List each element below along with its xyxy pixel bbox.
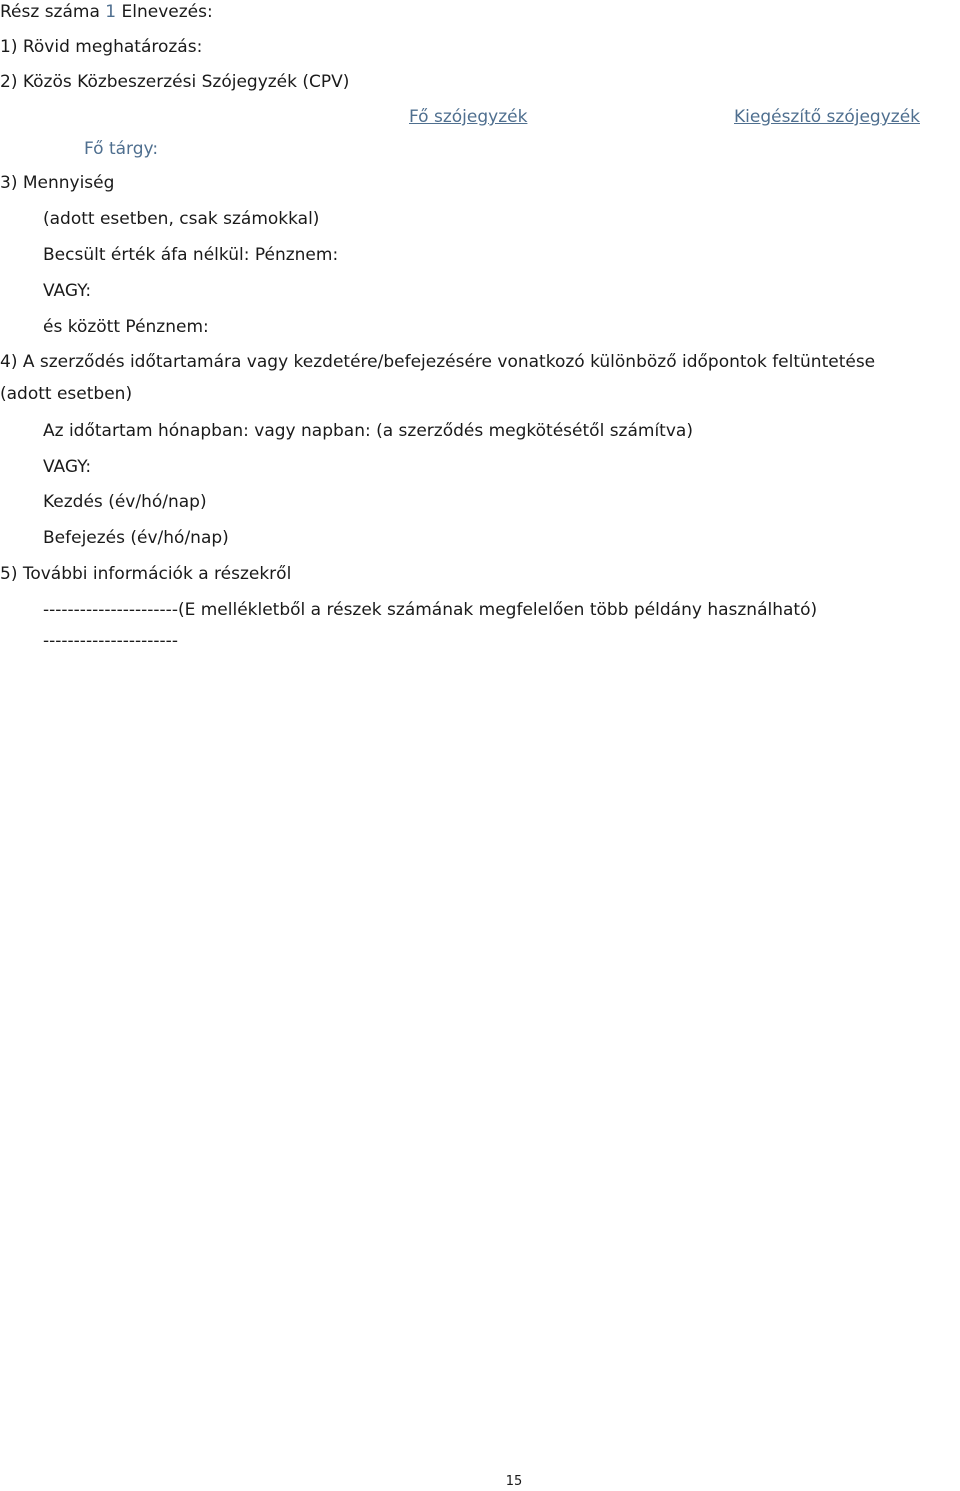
quantity-or-label: VAGY: <box>43 281 92 301</box>
duration-heading-line1: 4) A szerződés időtartamára vagy kezdetére/befejezésére vonatkozó különböző időpontok feltüntetése <box>0 352 876 372</box>
estimated-value-label: Becsült érték áfa nélkül: Pénznem: <box>43 245 339 265</box>
part-name-label: Elnevezés: <box>121 2 213 22</box>
copies-note-line: ----------------------(E mellékletből a részek számának megfelelően több példány használható) <box>43 600 818 620</box>
cpv-heading: 2) Közös Közbeszerzési Szójegyzék (CPV) <box>0 72 350 92</box>
duration-months-days-label: Az időtartam hónapban: vagy napban: (a szerződés megkötésétől számítva) <box>43 421 693 441</box>
supplementary-vocabulary-link[interactable]: Kiegészítő szójegyzék <box>734 107 920 127</box>
duration-or-label: VAGY: <box>43 457 92 477</box>
part-number-label: Rész száma <box>0 2 100 22</box>
further-info-heading: 5) További információk a részekről <box>0 564 292 584</box>
dashes-end-line: ---------------------- <box>43 631 178 651</box>
part-number-value: 1 <box>105 2 117 22</box>
end-date-label: Befejezés (év/hó/nap) <box>43 528 229 548</box>
short-description-label: 1) Rövid meghatározás: <box>0 37 203 57</box>
duration-heading-line2: (adott esetben) <box>0 384 133 404</box>
value-range-label: és között Pénznem: <box>43 317 209 337</box>
main-vocabulary-link[interactable]: Fő szójegyzék <box>409 107 528 127</box>
quantity-note: (adott esetben, csak számokkal) <box>43 209 320 229</box>
main-subject-label: Fő tárgy: <box>84 139 159 159</box>
quantity-heading: 3) Mennyiség <box>0 173 115 193</box>
page-number: 15 <box>505 1474 523 1489</box>
start-date-label: Kezdés (év/hó/nap) <box>43 492 207 512</box>
part-header <box>0 1 213 23</box>
